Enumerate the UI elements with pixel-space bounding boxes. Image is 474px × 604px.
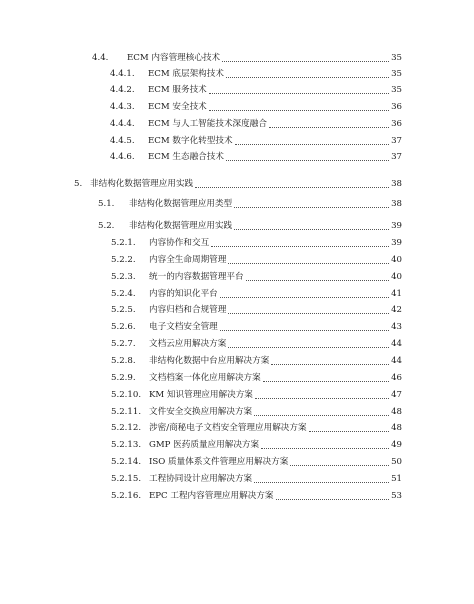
- toc-entry-number: 5.2.4.: [111, 289, 136, 299]
- leader-dots: [220, 297, 389, 298]
- toc-entry-title: 涉密/商秘电子文档安全管理应用解决方案: [149, 423, 307, 433]
- toc-entry-title: 工程协同设计应用解决方案: [149, 474, 253, 484]
- toc-entry-title: ISO 质量体系文件管理应用解决方案: [149, 457, 289, 467]
- toc-entry-title: 内容归档和合规管理: [149, 305, 227, 315]
- toc-entry-title: 文档云应用解决方案: [149, 339, 227, 349]
- toc-entry-page: 35: [391, 85, 402, 95]
- toc-entry-number: 5.2.15.: [111, 474, 142, 484]
- toc-entry-number: 5.2.2.: [111, 255, 136, 265]
- leader-dots: [271, 364, 389, 365]
- toc-entry-title: ECM 与人工智能技术深度融合: [148, 119, 267, 129]
- toc-entry: [98, 219, 402, 233]
- toc-entry-page: 50: [391, 457, 402, 467]
- leader-dots: [254, 482, 389, 483]
- toc-entry-page: 43: [391, 322, 402, 332]
- toc-entry-page: 44: [391, 356, 402, 366]
- toc-entry-title: 非结构化数据管理应用实践: [129, 221, 233, 231]
- toc-entry-page: 40: [391, 272, 402, 282]
- toc-entry-number: 5.2.16.: [111, 491, 142, 501]
- toc-entry-page: 49: [391, 440, 402, 450]
- toc-entry-title: 统一的内容数据管理平台: [149, 272, 244, 282]
- toc-entry: [111, 270, 402, 284]
- toc-entry-title: ECM 数字化转型技术: [148, 136, 233, 146]
- toc-entry-title: 内容协作和交互: [149, 238, 210, 248]
- toc-entry-page: 39: [391, 238, 402, 248]
- toc-entry: [110, 100, 402, 114]
- toc-entry-page: 38: [391, 199, 402, 209]
- leader-dots: [255, 398, 389, 399]
- leader-dots: [226, 77, 389, 78]
- toc-entry-page: 37: [391, 152, 402, 162]
- toc-entry-title: 电子文档安全管理: [149, 322, 218, 332]
- toc-entry-number: 4.4.3.: [110, 102, 135, 112]
- toc-entry-number: 5.2.13.: [111, 440, 142, 450]
- toc-entry: [111, 438, 402, 452]
- toc-entry-number: 5.2.: [98, 221, 115, 231]
- toc-entry-page: 51: [391, 474, 402, 484]
- toc-entry: [110, 117, 402, 131]
- toc-entry: [111, 236, 402, 250]
- toc-entry-number: 4.4.1.: [110, 69, 135, 79]
- leader-dots: [195, 187, 389, 188]
- leader-dots: [209, 110, 389, 111]
- toc-entry: [111, 371, 402, 385]
- toc-entry: [110, 67, 402, 81]
- toc-entry: [111, 287, 402, 301]
- toc-entry-title: EPC 工程内容管理应用解决方案: [149, 491, 274, 501]
- toc-entry-page: 48: [391, 407, 402, 417]
- toc-entry-title: GMP 医药质量应用解决方案: [149, 440, 260, 450]
- toc-entry-number: 4.4.2.: [110, 85, 135, 95]
- toc-entry-title: ECM 底层架构技术: [148, 69, 224, 79]
- toc-entry: [111, 472, 402, 486]
- toc-entry-number: 5.2.3.: [111, 272, 136, 282]
- toc-entry-page: 46: [391, 373, 402, 383]
- toc-entry: [111, 303, 402, 317]
- leader-dots: [269, 127, 389, 128]
- toc-entry-page: 35: [391, 53, 402, 63]
- toc-entry-number: 4.4.6.: [110, 152, 135, 162]
- toc-entry-title: KM 知识管理应用解决方案: [149, 390, 253, 400]
- toc-entry: [92, 51, 402, 65]
- toc-entry: [111, 455, 402, 469]
- toc-entry-title: 文件安全交换应用解决方案: [149, 407, 253, 417]
- leader-dots: [254, 415, 389, 416]
- toc-entry-number: 5.2.10.: [111, 390, 142, 400]
- toc-entry: [110, 134, 402, 148]
- toc-entry-number: 4.4.5.: [110, 136, 135, 146]
- toc-entry-title: ECM 内容管理核心技术: [127, 53, 221, 63]
- toc-entry-number: 5.2.6.: [111, 322, 136, 332]
- leader-dots: [209, 93, 389, 94]
- leader-dots: [276, 499, 390, 500]
- leader-dots: [290, 465, 389, 466]
- toc-entry-number: 5.2.8.: [111, 356, 136, 366]
- toc-entry-page: 36: [391, 102, 402, 112]
- toc-entry: [74, 177, 402, 191]
- toc-entry-title: 内容的知识化平台: [149, 289, 218, 299]
- toc-entry-title: 非结构化数据管理应用实践: [90, 179, 194, 189]
- toc-entry-number: 4.4.: [92, 53, 109, 63]
- toc-entry-title: 非结构化数据中台应用解决方案: [149, 356, 270, 366]
- toc-entry-page: 39: [391, 221, 402, 231]
- toc-entry-title: ECM 安全技术: [148, 102, 207, 112]
- leader-dots: [228, 313, 389, 314]
- toc-entry: [111, 405, 402, 419]
- leader-dots: [235, 144, 390, 145]
- leader-dots: [261, 448, 389, 449]
- toc-entry-number: 5.2.14.: [111, 457, 142, 467]
- toc-entry-page: 44: [391, 339, 402, 349]
- toc-entry-page: 36: [391, 119, 402, 129]
- toc-entry: [111, 253, 402, 267]
- toc-entry-number: 5.2.7.: [111, 339, 136, 349]
- leader-dots: [234, 229, 389, 230]
- toc-entry-page: 35: [391, 69, 402, 79]
- toc-entry-title: ECM 生态融合技术: [148, 152, 224, 162]
- toc-entry: [98, 197, 402, 211]
- leader-dots: [309, 431, 389, 432]
- toc-entry: [111, 421, 402, 435]
- leader-dots: [220, 330, 389, 331]
- toc-entry-number: 5.: [74, 179, 83, 189]
- leader-dots: [211, 246, 389, 247]
- toc-entry: [111, 337, 402, 351]
- toc-entry-title: 文档档案一体化应用解决方案: [149, 373, 261, 383]
- toc-entry: [110, 150, 402, 164]
- toc-entry: [111, 320, 402, 334]
- toc-entry-page: 41: [391, 289, 402, 299]
- toc-entry-number: 5.2.5.: [111, 305, 136, 315]
- toc-entry-number: 5.2.12.: [111, 423, 142, 433]
- toc-entry-page: 40: [391, 255, 402, 265]
- toc-entry-page: 37: [391, 136, 402, 146]
- leader-dots: [222, 61, 389, 62]
- toc-entry-title: 非结构化数据管理应用类型: [129, 199, 233, 209]
- toc-entry-title: 内容全生命周期管理: [149, 255, 227, 265]
- leader-dots: [246, 280, 390, 281]
- toc-entry-page: 47: [391, 390, 402, 400]
- toc-entry: [111, 354, 402, 368]
- toc-entry-number: 5.2.9.: [111, 373, 136, 383]
- toc-entry: [111, 489, 402, 503]
- leader-dots: [263, 381, 389, 382]
- leader-dots: [228, 263, 389, 264]
- toc-entry-number: 5.2.11.: [111, 407, 142, 417]
- toc-entry-page: 53: [391, 491, 402, 501]
- leader-dots: [226, 160, 389, 161]
- toc-entry: [110, 83, 402, 97]
- toc-entry-page: 48: [391, 423, 402, 433]
- leader-dots: [228, 347, 389, 348]
- toc-entry-number: 5.2.1.: [111, 238, 136, 248]
- toc-entry-number: 5.1.: [98, 199, 115, 209]
- toc-entry-title: ECM 服务技术: [148, 85, 207, 95]
- toc-entry-number: 4.4.4.: [110, 119, 135, 129]
- toc-entry-page: 42: [391, 305, 402, 315]
- toc-entry: [111, 388, 402, 402]
- leader-dots: [234, 207, 389, 208]
- toc-entry-page: 38: [391, 179, 402, 189]
